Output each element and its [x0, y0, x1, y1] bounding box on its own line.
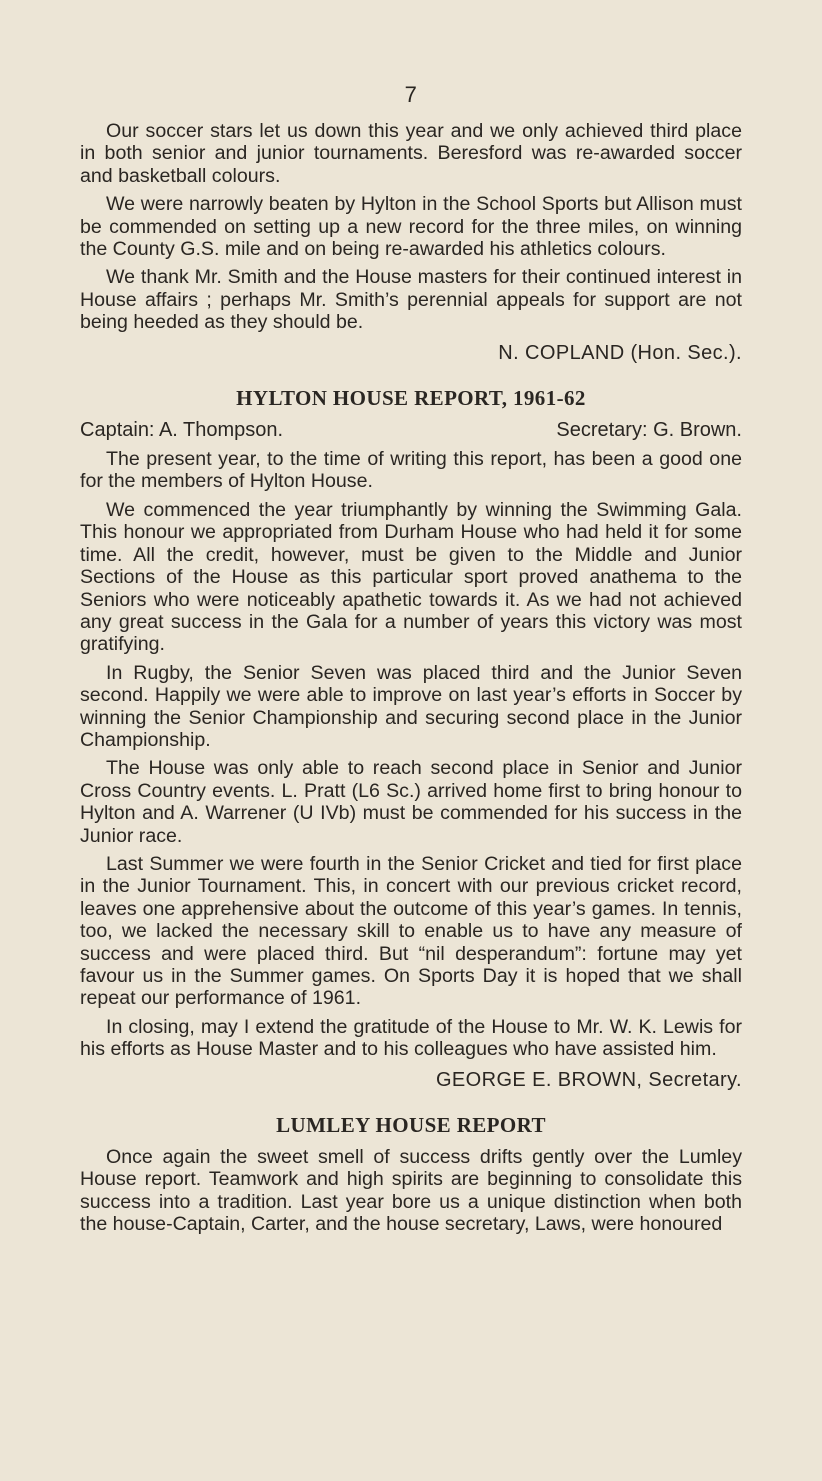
previous-house-report-end [80, 120, 742, 364]
signature: GEORGE E. BROWN, Secretary. [435, 1068, 742, 1091]
secretary-name: Secretary: G. Brown. [556, 419, 742, 442]
captain-name: Captain: A. Thompson. [80, 419, 284, 442]
paragraph: We were narrowly beaten by Hylton in the School Sports but Allison must be commended on setting up a new record for the three miles, on winning the County G.S. mile and on being re-awarded his athletics colours. [80, 193, 742, 261]
paragraph: We thank Mr. Smith and the House masters for their continued interest in House affairs ; perhaps Mr. Smith’s perennial appeals for support are not being heeded as they should be. [80, 266, 742, 334]
page-content [80, 120, 742, 1242]
officers-line [80, 419, 742, 442]
hylton-house-report [80, 386, 742, 1091]
section-heading: LUMLEY HOUSE REPORT [276, 1113, 546, 1138]
paragraph: Once again the sweet smell of success drifts gently over the Lumley House report. Teamwork and high spirits are beginning to consolidate this success into a tradition. Last year bore us a unique distinction when both the house-Captain, Carter, and the house secretary, Laws, were honoured [80, 1146, 742, 1236]
paragraph: Last Summer we were fourth in the Senior Cricket and tied for first place in the Junior Tournament. This, in concert with our previous cricket record, leaves one apprehensive about the outcome of this year’s games. In tennis, too, we lacked the necessary skill to enable us to have any measure of success and were placed third. But “nil desperandum”: fortune may yet favour us in the Summer games. On Sports Day it is hoped that we shall repeat our performance of 1961. [80, 852, 742, 1010]
paragraph: Our soccer stars let us down this year and we only achieved third place in both senior and junior tournaments. Beresford was re-awarded soccer and basketball colours. [80, 120, 742, 187]
page-number: 7 [404, 82, 418, 107]
lumley-house-report [80, 1113, 742, 1236]
paragraph: In closing, may I extend the gratitude of the House to Mr. W. K. Lewis for his efforts as House Master and to his colleagues who have assisted him. [80, 1015, 742, 1061]
paragraph: In Rugby, the Senior Seven was placed third and the Junior Seven second. Happily we were able to improve on last year’s efforts in Soccer by winning the Senior Championship and securing second place in the Junior Championship. [80, 661, 742, 751]
signature: N. COPLAND (Hon. Sec.). [498, 341, 742, 364]
section-heading: HYLTON HOUSE REPORT, 1961-62 [236, 386, 586, 411]
paragraph: The House was only able to reach second place in Senior and Junior Cross Country events. L. Pratt (L6 Sc.) arrived home first to bring honour to Hylton and A. Warrener (U IVb) must be commended for his success in the Junior race. [80, 757, 742, 847]
paragraph: The present year, to the time of writing this report, has been a good one for the members of Hylton House. [80, 448, 742, 493]
paragraph: We commenced the year triumphantly by winning the Swimming Gala. This honour we appropriated from Durham House who had held it for some time. All the credit, however, must be given to the Middle and Junior Sections of the House as this particular sport proved anathema to the Seniors who were noticeably apathetic towards it. As we had not achieved any great success in the Gala for a number of years this victory was most gratifying. [80, 498, 742, 656]
